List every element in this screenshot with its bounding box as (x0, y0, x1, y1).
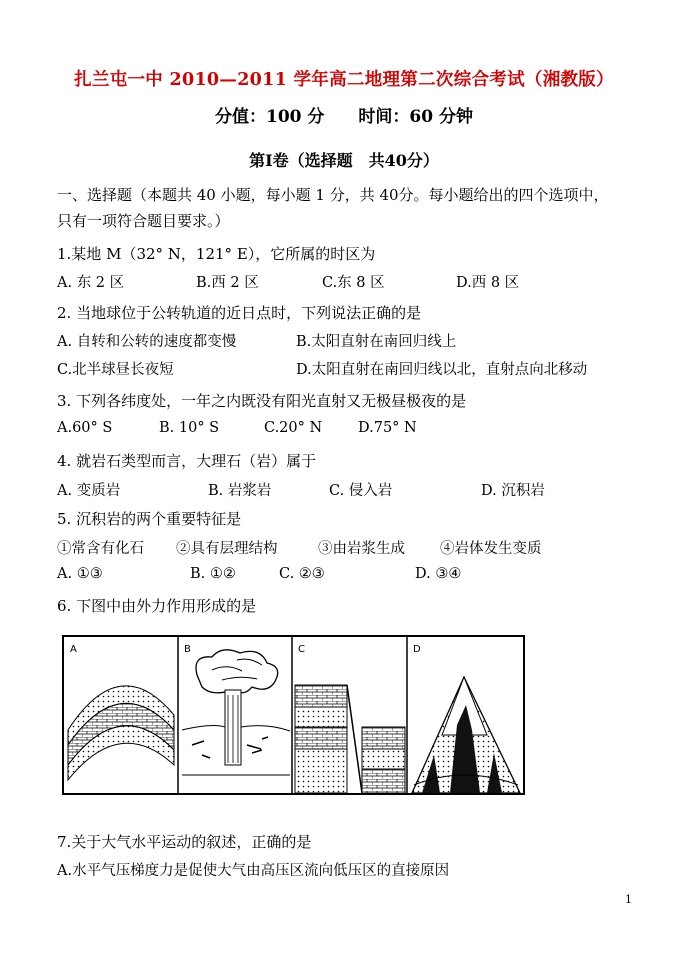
option-c: C.北半球昼长夜短 (57, 362, 174, 378)
exam-title: 扎兰屯一中 2010—2011 学年高二地理第二次综合考试（湘教版） (74, 70, 614, 90)
question-stem: 7.关于大气水平运动的叙述，正确的是 (57, 833, 312, 851)
option-c: C.20° N (264, 420, 323, 436)
statement-3: ③由岩浆生成 (318, 541, 405, 557)
option-a: A.60° S (57, 420, 113, 436)
landform-figure (62, 635, 525, 795)
option-b: B. 10° S (159, 420, 220, 436)
exam-meta (0, 102, 688, 127)
section-title: 第Ⅰ卷（选择题 共40分） (249, 151, 439, 170)
panel-c-fault (295, 685, 405, 793)
statement-1: ①常含有化石 (57, 541, 144, 557)
option-d: D.75° N (358, 420, 417, 436)
option-c: C. 侵入岩 (329, 483, 393, 499)
question-stem: 6. 下图中由外力作用形成的是 (57, 597, 257, 615)
panel-d-mountain (412, 677, 520, 793)
option-b: B. ①② (190, 566, 236, 582)
option-a: A.水平气压梯度力是促使大气由高压区流向低压区的直接原因 (57, 863, 450, 879)
score-info: 分值：100 分 (215, 107, 325, 127)
option-b: B. 岩浆岩 (208, 483, 272, 499)
panel-a-fold (68, 686, 174, 780)
option-d: D. ③④ (415, 566, 462, 582)
option-b: B.太阳直射在南回归线上 (296, 334, 457, 350)
option-a: A. 东 2 区 (57, 275, 125, 291)
option-a: A. ①③ (57, 566, 103, 582)
instructions-line-1: 一、选择题（本题共 40 小题，每小题 1 分，共 40分。每小题给出的四个选项中， (57, 186, 609, 204)
option-b: B.西 2 区 (196, 275, 259, 291)
question-stem: 2. 当地球位于公转轨道的近日点时，下列说法正确的是 (57, 304, 422, 322)
option-a: A. 自转和公转的速度都变慢 (57, 334, 237, 350)
question-stem: 3. 下列各纬度处，一年之内既没有阳光直射又无极昼极夜的是 (57, 392, 467, 410)
panel-d-label: D (413, 644, 421, 655)
panel-b-label: B (184, 644, 191, 655)
panel-a-label: A (70, 644, 77, 655)
instructions-line-2: 只有一项符合题目要求。） (57, 212, 230, 230)
option-d: D.太阳直射在南回归线以北，直射点向北移动 (296, 362, 588, 378)
time-info: 时间：60 分钟 (358, 107, 473, 127)
panel-c-label: C (298, 644, 305, 655)
question-stem: 1.某地 M（32° N，121° E），它所属的时区为 (57, 245, 376, 263)
statement-2: ②具有层理结构 (176, 541, 278, 557)
option-d: D. 沉积岩 (481, 483, 545, 499)
panel-b-volcano (182, 650, 290, 775)
option-c: C.东 8 区 (322, 275, 385, 291)
page-number: 1 (625, 893, 632, 906)
option-d: D.西 8 区 (456, 275, 520, 291)
question-stem: 4. 就岩石类型而言，大理石（岩）属于 (57, 452, 317, 470)
option-c: C. ②③ (279, 566, 325, 582)
option-a: A. 变质岩 (57, 483, 121, 499)
statement-4: ④岩体发生变质 (440, 541, 542, 557)
question-stem: 5. 沉积岩的两个重要特征是 (57, 510, 242, 528)
